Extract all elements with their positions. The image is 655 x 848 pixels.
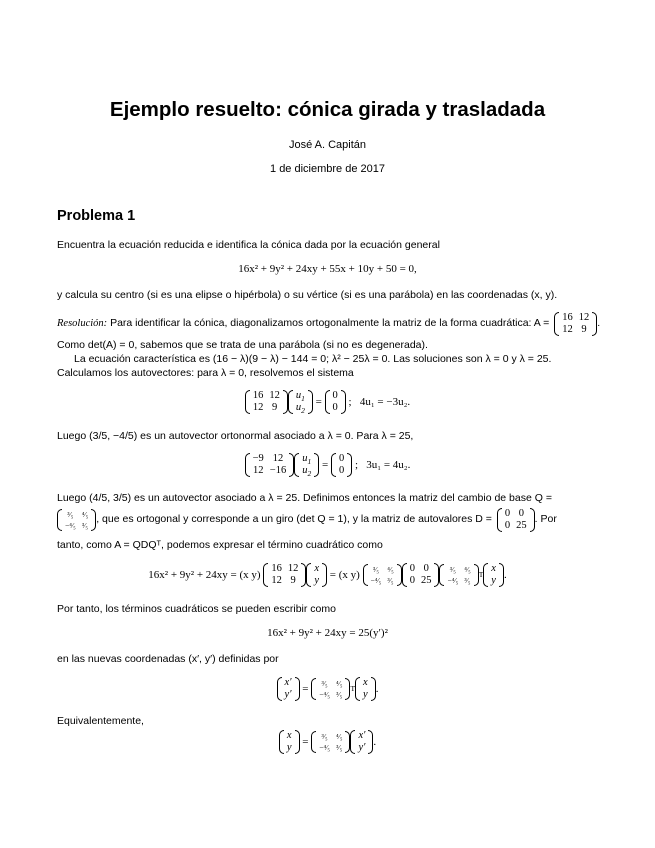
equation-system-1-rhs: 4u₁ = −3u₂. — [359, 396, 411, 408]
paragraph-determinant: Como det(A) = 0, sabemos que se trata de una parábola (si no es degenerada). — [57, 339, 428, 351]
paragraph-characteristic: La ecuación característica es (16 − λ)(9 − λ) − 144 = 0; λ² − 25λ = 0. Las soluciones son λ = 0 y λ = 25. — [74, 353, 552, 365]
equation-system-1: 16 12 12 9 $u_1$ $u_2$ = 0 0 ; 4u₁ = −3u₂. — [0, 390, 655, 414]
paragraph-new-coordinates: en las nuevas coordenadas (x′, y′) definidas por — [57, 653, 279, 665]
matrix-a: 16 12 12 9 — [554, 312, 597, 336]
paragraph-quadratic-term: tanto, como A = QDQᵀ, podemos expresar el término cuadrático como — [57, 539, 383, 551]
author: José A. Capitán — [288, 139, 367, 151]
paragraph-quadratic-terms: Por tanto, los términos cuadráticos se pueden escribir como — [57, 603, 336, 615]
equation-general: 16x² + 9y² + 24xy + 55x + 10y + 50 = 0, — [238, 263, 417, 275]
paragraph-change-of-basis-2: ³⁄₅ ⁴⁄₅ −⁴⁄₅ ³⁄₅ , que es ortogonal y corresponde a un giro (det Q = 1), y la matriz de autovalores D = 0 0 0 25 . Por — [57, 508, 602, 532]
matrix-q: ³⁄₅ ⁴⁄₅ −⁴⁄₅ ³⁄₅ — [57, 509, 96, 531]
equation-system-2: −9 12 12 −16 $u_1$ $u_2$ = 0 0 ; 3u₁ = 4u₂. — [0, 453, 655, 477]
section-heading: Problema 1 — [57, 208, 136, 224]
date: 1 de diciembre de 2017 — [270, 163, 385, 175]
paragraph-eigenvector-0: Luego (3/5, −4/5) es un autovector ortonormal asociado a λ = 0. Para λ = 25, — [57, 430, 414, 442]
paragraph-resolution: Resolución: Para identificar la cónica, diagonalizamos ortogonalmente la matriz de la forma cuadrática: A = 16 12 12 9 . — [57, 312, 601, 335]
resolution-text: Para identificar la cónica, diagonalizamos ortogonalmente la matriz de la forma cuadrática: A = — [110, 317, 550, 330]
resolution-label: Resolución: — [57, 318, 108, 330]
page-title: Ejemplo resuelto: cónica girada y trasladada — [109, 98, 546, 121]
equation-quadratic-form: 16x² + 9y² + 24xy = (x y) 16 12 12 9 x y = (x y) ³⁄₅ ⁴⁄₅ −⁴⁄₅ ³⁄₅ 0 0 0 25 ³⁄₅ ⁴⁄₅ −⁴⁄₅ ³⁄₅ T x y . — [148, 563, 507, 586]
paragraph-task: y calcula su centro (si es una elipse o hipérbola) o su vértice (si es una parábola) en las coordenadas (x, y). — [57, 289, 558, 301]
equation-new-coordinates: x′ y′ = ³⁄₅ ⁴⁄₅ −⁴⁄₅ ³⁄₅ T x y . — [0, 677, 655, 701]
matrix-d: 0 0 0 25 — [497, 508, 535, 532]
paragraph-statement: Encuentra la ecuación reducida e identifica la cónica dada por la ecuación general — [57, 239, 440, 251]
paragraph-equivalently: Equivalentemente, — [57, 715, 144, 727]
paragraph-change-of-basis-1: Luego (4/5, 3/5) es un autovector asociado a λ = 25. Definimos entonces la matriz del cambio de base Q = — [57, 492, 552, 504]
paragraph-eigenvectors: Calculamos los autovectores: para λ = 0, resolvemos el sistema — [57, 367, 354, 379]
equation-system-2-rhs: 3u₁ = 4u₂. — [366, 459, 411, 471]
equation-inverse-coordinates: x y = ³⁄₅ ⁴⁄₅ −⁴⁄₅ ³⁄₅ x′ y′ . — [0, 730, 655, 754]
equation-reduced-quadratic: 16x² + 9y² + 24xy = 25(y′)² — [267, 627, 388, 639]
